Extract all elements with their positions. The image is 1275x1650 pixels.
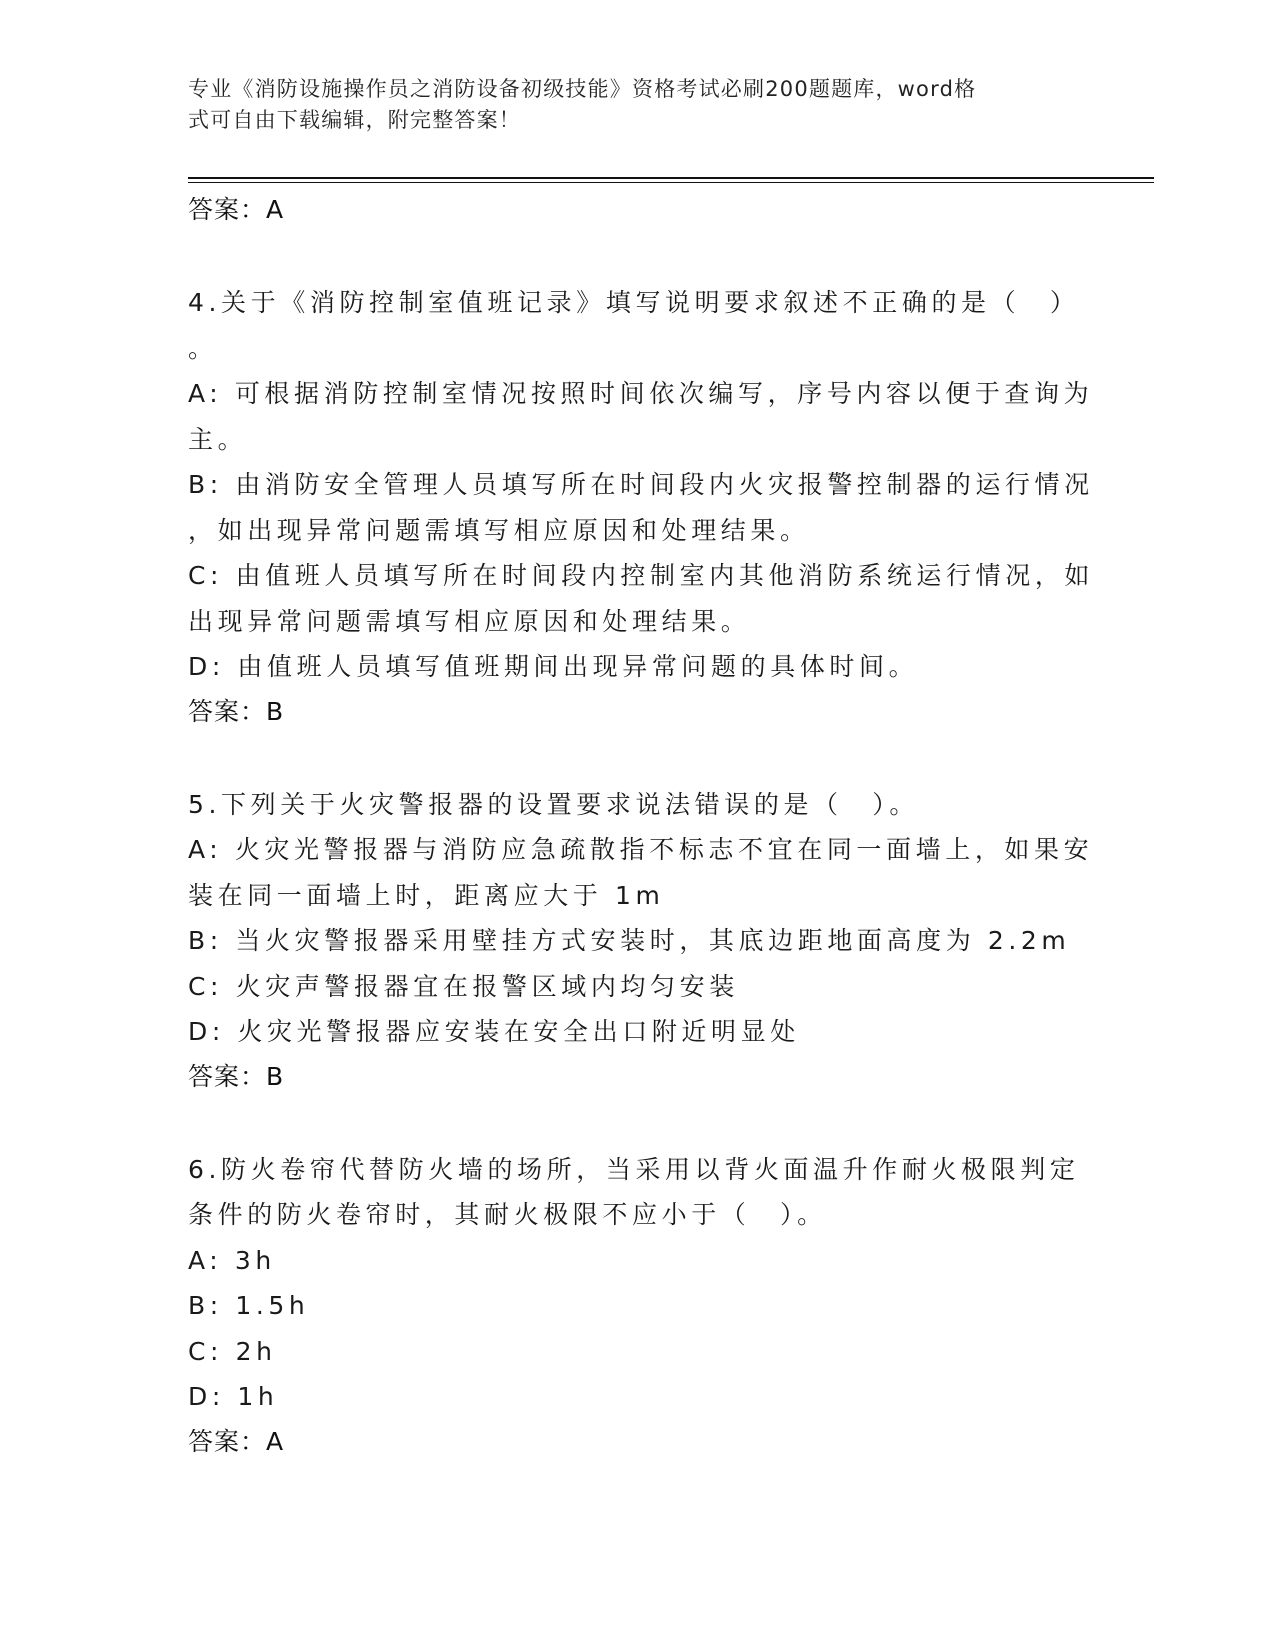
- option-c: C: 2h: [188, 1336, 277, 1366]
- option-b: B: 1.5h: [188, 1291, 310, 1320]
- header-line-2: 式可自由下载编辑，附完整答案！: [188, 108, 521, 132]
- question-stem: 6.防火卷帘代替防火墙的场所，当采用以背火面温升作耐火极限判定: [188, 1154, 1080, 1184]
- question-stem: 条件的防火卷帘时，其耐火极限不应小于（ ）。: [188, 1200, 827, 1229]
- option-d: D: 由值班人员填写值班期间出现异常问题的具体时间。: [188, 652, 919, 681]
- header-divider-thick: [188, 177, 1154, 179]
- option-d: D: 火灾光警报器应安装在安全出口附近明显处: [188, 1017, 800, 1046]
- answer-line: 答案：B: [188, 696, 285, 726]
- answer-line: 答案：A: [188, 1426, 285, 1456]
- header-divider-thin: [188, 182, 1154, 183]
- option-a: A: 火灾光警报器与消防应急疏散指不标志不宜在同一面墙上，如果安: [188, 835, 1094, 864]
- question-stem: 5.下列关于火灾警报器的设置要求说法错误的是（ ）。: [188, 789, 919, 819]
- option-b: B: 当火灾警报器采用壁挂方式安装时，其底边距地面高度为 2.2m: [188, 926, 1071, 955]
- answer-line: 答案：B: [188, 1061, 285, 1091]
- question-block: [188, 1147, 1088, 1464]
- answer-line: 答案：A: [188, 195, 285, 224]
- document-header: [188, 74, 1068, 136]
- option-a: 装在同一面墙上时，距离应大于 1m: [188, 880, 665, 910]
- option-c: C: 火灾声警报器宜在报警区域内均匀安装: [188, 971, 739, 1001]
- option-d: D: 1h: [188, 1382, 279, 1411]
- option-a: 主。: [188, 424, 248, 454]
- question-block: [188, 782, 1094, 1099]
- option-b: B: 由消防安全管理人员填写所在时间段内火灾报警控制器的运行情况: [188, 470, 1094, 499]
- question-stem: 。: [188, 333, 218, 363]
- question-stem: 4.关于《消防控制室值班记录》填写说明要求叙述不正确的是（ ）: [188, 288, 1080, 317]
- question-block: [188, 280, 1095, 734]
- option-c: C: 由值班人员填写所在时间段内控制室内其他消防系统运行情况，如: [188, 561, 1095, 590]
- option-a: A: 可根据消防控制室情况按照时间依次编写，序号内容以便于查询为: [188, 379, 1094, 408]
- option-c: 出现异常问题需填写相应原因和处理结果。: [188, 606, 751, 636]
- option-b: ，如出现异常问题需填写相应原因和处理结果。: [188, 515, 810, 545]
- header-line-1: 专业《消防设施操作员之消防设备初级技能》资格考试必刷200题题库，word格: [188, 77, 977, 101]
- option-a: A: 3h: [188, 1245, 276, 1275]
- question-list: [188, 188, 1095, 1464]
